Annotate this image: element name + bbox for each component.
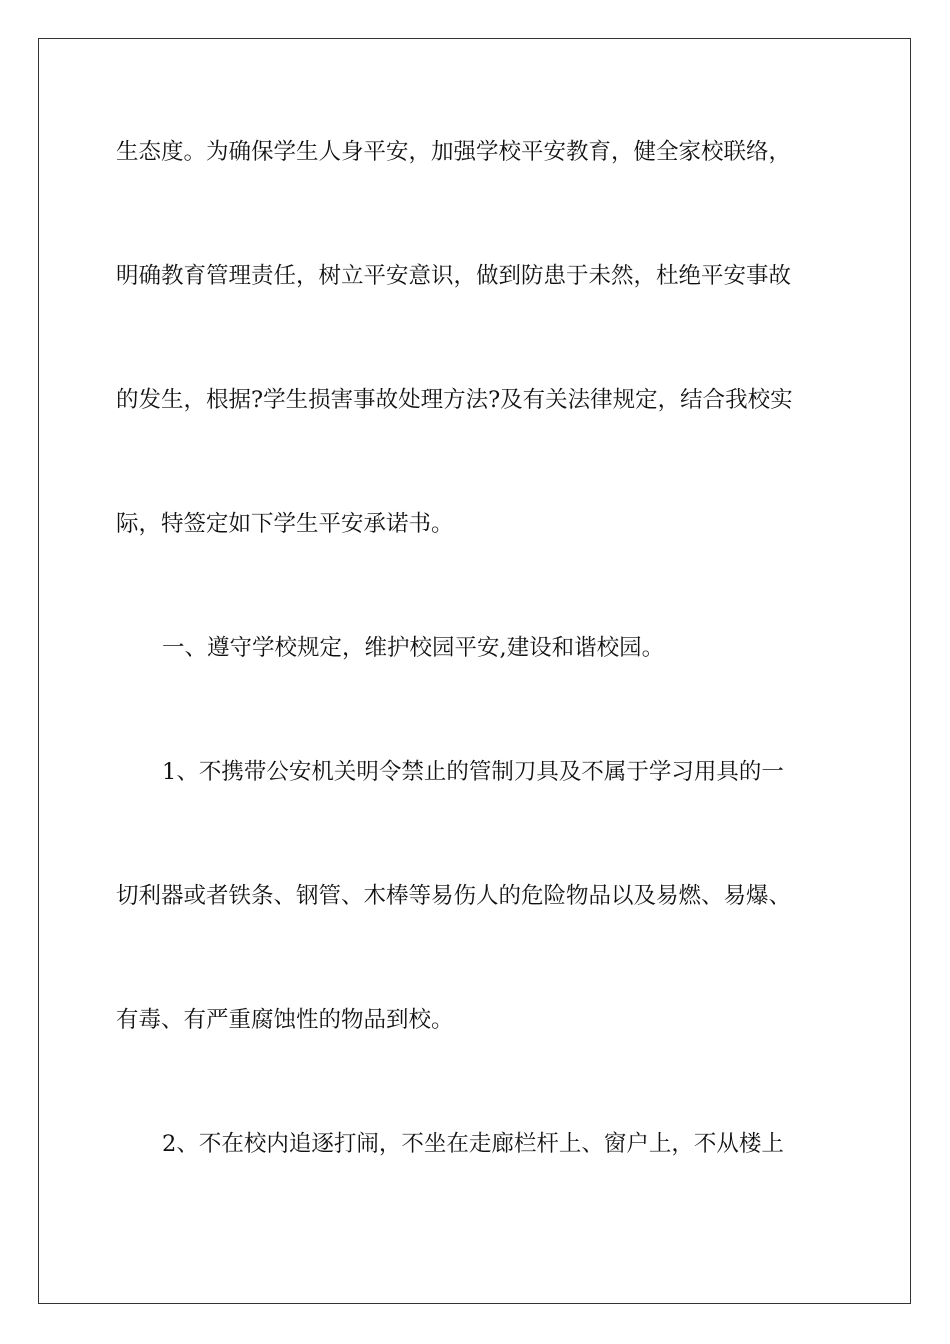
page-border [38,38,911,1304]
item-1-line-3: 有毒、有严重腐蚀性的物品到校。 [116,1007,454,1033]
paragraph-line-1: 生态度。为确保学生人身平安，加强学校平安教育，健全家校联络， [116,139,792,165]
paragraph-line-3: 的发生，根据?学生损害事故处理方法?及有关法律规定，结合我校实 [116,387,793,413]
paragraph-line-4: 际，特签定如下学生平安承诺书。 [116,511,454,537]
item-2-line-1: 2、不在校内追逐打闹，不坐在走廊栏杆上、窗户上，不从楼上 [162,1131,784,1157]
paragraph-line-2: 明确教育管理责任，树立平安意识，做到防患于未然，杜绝平安事故 [116,263,792,289]
section-heading-1: 一、遵守学校规定，维护校园平安,建设和谐校园。 [162,635,665,661]
item-1-line-2: 切利器或者铁条、钢管、木棒等易伤人的危险物品以及易燃、易爆、 [116,883,792,909]
item-1-line-1: 1、不携带公安机关明令禁止的管制刀具及不属于学习用具的一 [162,759,784,785]
